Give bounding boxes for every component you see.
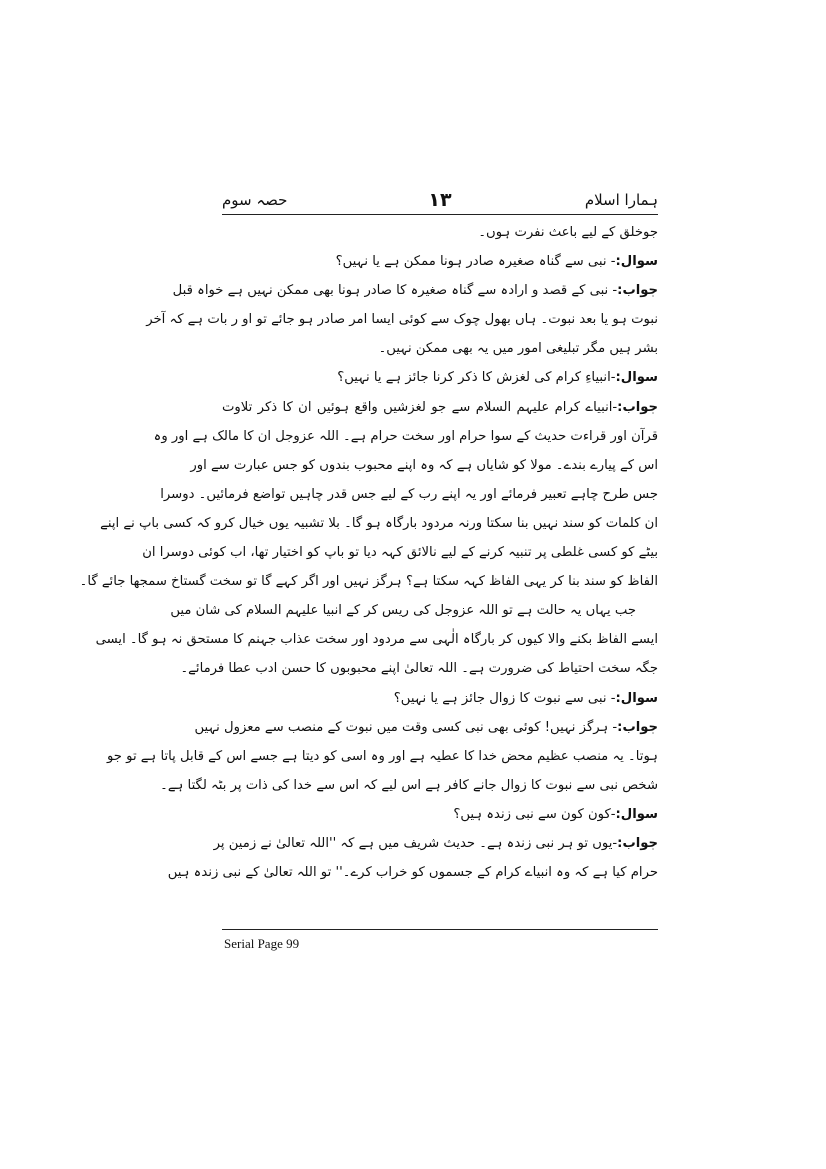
text-line: [95, 625, 658, 654]
answer-line: [194, 713, 658, 742]
line-text: - نبی سے نبوت کا زوال جائز ہے یا نہیں؟: [393, 690, 616, 706]
line-text: نبوت ہو یا بعد نبوت۔ ہاں بھول چوک سے کوئی ایسا امر صادر ہو جائے تو او ر بات ہے کہ آخر: [146, 312, 658, 328]
line-text: -انبیاے کرام علیہم السلام سے جو لغزشیں واقع ہوئیں ان کا ذکر تلاوت: [222, 399, 618, 415]
line-text: ان کلمات کو سند نہیں بنا سکتا ورنہ مردود بارگاہ ہو گا۔ بلا تشبیہ یوں خیال کرو کہ کسی باپ نے اپنے: [100, 515, 658, 531]
line-text: بشر ہیں مگر تبلیغی امور میں یہ بھی ممکن نہیں۔: [378, 341, 658, 357]
line-text: -انبیاءِ کرام کی لغزش کا ذکر کرنا جائز ہے یا نہیں؟: [337, 370, 616, 386]
running-header: [222, 187, 658, 213]
text-line: [79, 567, 658, 596]
page-content: [79, 187, 658, 887]
text-line: [160, 480, 658, 509]
answer-label: جواب:: [617, 719, 658, 735]
question-line: [222, 363, 658, 392]
question-label: سوال:: [615, 806, 658, 822]
line-text: ایسے الفاظ بکنے والا کیوں کر بارگاہ الٰہی سے مردود اور سخت عذاب جہنم کا مستحق نہ ہو گا۔ ایسی: [95, 632, 658, 648]
footer-rule: [222, 929, 658, 930]
body-text: [79, 218, 658, 887]
question-label: سوال:: [615, 690, 658, 706]
line-text: جوخلق کے لیے باعث نفرت ہوں۔: [478, 225, 658, 240]
line-text: جس طرح چاہے تعبیر فرمائے اور یہ اپنے رب کے لیے جس قدر چاہیں تواضع فرمائیں۔ دوسرا: [160, 486, 658, 502]
text-line: [153, 422, 658, 451]
line-text: - ہرگز نہیں! کوئی بھی نبی کسی وقت میں نبوت کے منصب سے معزول نہیں: [194, 719, 618, 735]
answer-line: [172, 276, 658, 305]
question-label: سوال:: [615, 370, 658, 386]
text-line: [146, 305, 658, 334]
line-text: قرآن اور قراءت حدیث کے سوا حرام اور سخت حرام ہے۔ اللہ عزوجل ان کا مالک ہے اور وہ: [153, 428, 658, 444]
text-line: [170, 596, 658, 625]
line-text: بیٹے کو کسی غلطی پر تنبیہ کرنے کے لیے نالائق کہہ دیا تو باپ کو اختیار تھا، اب کوئی دوسرا ان: [142, 545, 658, 561]
line-text: - نبی سے گناہ صغیرہ صادر ہونا ممکن ہے یا نہیں؟: [335, 254, 616, 270]
question-line: [222, 247, 658, 276]
answer-line: [213, 829, 658, 858]
line-text: جگہ سخت احتیاط کی ضرورت ہے۔ اللہ تعالیٰ اپنے محبوبوں کا حسن ادب عطا فرمائے۔: [180, 661, 658, 677]
answer-label: جواب:: [617, 283, 658, 299]
text-line: [160, 771, 658, 800]
line-text: - نبی کے قصد و ارادہ سے گناہ صغیرہ کا صادر ہونا بھی ممکن نہیں ہے خواہ قبل: [172, 283, 618, 299]
line-text: -یوں تو ہر نبی زندہ ہے۔ حدیث شریف میں ہے کہ ''اللہ تعالیٰ نے زمین پر: [213, 835, 618, 851]
line-text: جب یہاں یہ حالت ہے تو اللہ عزوجل کی ریس کر کے انبیا علیہم السلام کی شان میں: [170, 603, 636, 619]
answer-line: [222, 393, 658, 422]
line-text: ہوتا۔ یہ منصب عظیم محض خدا کا عطیہ ہے اور وہ اسی کو دیتا ہے جسے اس کے قابل پاتا ہے تو جو: [106, 748, 658, 764]
text-line: [180, 654, 658, 683]
line-text: الفاظ کو سند بنا کر یہی الفاظ کہہ سکتا ہے؟ ہرگز نہیں اور اگر کہے گا تو سخت گستاخ سمجھا جائے گا۔: [79, 574, 658, 590]
answer-label: جواب:: [617, 835, 658, 851]
text-line: [106, 742, 658, 771]
book-title: ہمارا اسلام: [584, 191, 658, 209]
text-line: [222, 334, 658, 363]
text-line: [100, 509, 658, 538]
question-label: سوال:: [615, 254, 658, 270]
question-line: [222, 684, 658, 713]
line-text: حرام کیا ہے کہ وہ انبیاے کرام کے جسموں کو خراب کرے۔'' تو اللہ تعالیٰ کے نبی زندہ ہیں: [167, 865, 658, 881]
line-text: -کون کون سے نبی زندہ ہیں؟: [453, 806, 616, 822]
text-line: [142, 538, 658, 567]
line-text: اس کے پیارے بندے۔ مولا کو شایاں ہے کہ وہ اپنے محبوب بندوں کو جس عبارت سے اور: [190, 457, 658, 473]
text-line: [167, 858, 658, 887]
question-line: [222, 800, 658, 829]
part-label: حصہ سوم: [222, 191, 288, 209]
text-line: [190, 451, 658, 480]
line-text: شخص نبی سے نبوت کا زوال جانے کافر ہے اس لیے کہ اس سے خدا کی ذات پر بٹہ لگتا ہے۔: [160, 777, 658, 793]
header-rule: [222, 214, 658, 215]
answer-label: جواب:: [617, 399, 658, 415]
text-line: [222, 218, 658, 247]
serial-page: Serial Page 99: [224, 936, 300, 951]
page-number: ۱۳: [428, 189, 452, 211]
